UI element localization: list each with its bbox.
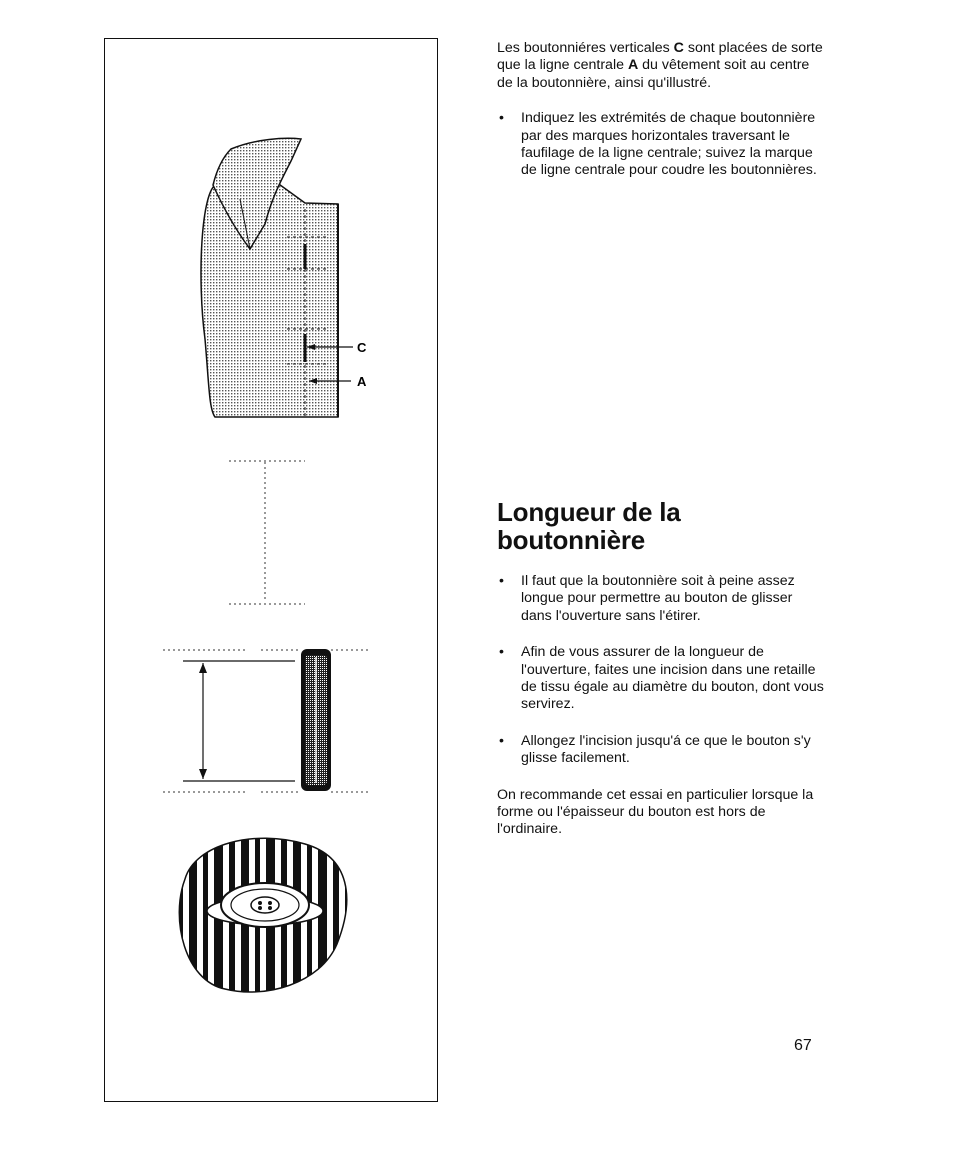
label-a: A (357, 374, 367, 389)
heading-line1: Longueur de la (497, 497, 681, 527)
garment-illustration (201, 138, 367, 419)
bullet-length-2-text: Afin de vous assurer de la longueur de l'ouverture, faites une incision dans une retaille de tissu égale au diamètre du bouton, dont vous servirez. (521, 644, 824, 713)
bullet-length-2 (497, 644, 827, 714)
bullet-length-1-text: Il faut que la boutonnière soit à peine assez longue pour permettre au bouton de glisser dans l'ouverture sans l'étirer. (521, 573, 795, 624)
upper-text-column (497, 40, 827, 180)
illustration-panel (104, 38, 438, 1102)
bullet-dot: • (499, 110, 504, 127)
page-number: 67 (794, 1037, 812, 1054)
bullet-marks (497, 110, 827, 180)
button-slit-illustration (165, 819, 375, 1009)
heading-line2: boutonnière (497, 525, 646, 555)
closing-paragraph: On recommande cet essai en particulier lorsque la forme ou l'épaisseur du bouton est hors de l'ordinaire. (497, 786, 814, 838)
section-heading (497, 498, 817, 554)
intro-text-part1: Les boutonniéres verticales (497, 40, 674, 56)
lower-text-column (497, 573, 827, 839)
bullet-length-1 (497, 573, 827, 625)
intro-text-part2: sont placées de sorte que la ligne centrale (497, 40, 823, 74)
intro-text-part3: du vêtement soit au centre de la boutonnière, ainsi qu'illustré. (497, 57, 810, 91)
intro-letter-c: C (673, 40, 684, 56)
bullet-length-3-text: Allongez l'incision jusqu'á ce que le bouton s'y glisse facilement. (521, 732, 811, 767)
bullet-dot: • (499, 732, 504, 749)
bullet-dot: • (499, 644, 504, 661)
buttonhole-length-diagram (163, 649, 371, 792)
intro-letter-a: A (627, 57, 639, 74)
bullet-marks-text: Indiquez les extrémités de chaque boutonnière par des marques horizontales traversant le faufilage de la ligne centrale; suivez la marque de ligne centrale pour coudre les boutonnières. (521, 110, 817, 179)
label-c: C (357, 340, 367, 355)
measurement-bracket (229, 461, 305, 604)
bullet-dot: • (499, 573, 504, 589)
intro-paragraph (497, 40, 827, 92)
bullet-length-3 (497, 733, 827, 768)
illustration-svg (105, 39, 439, 1103)
